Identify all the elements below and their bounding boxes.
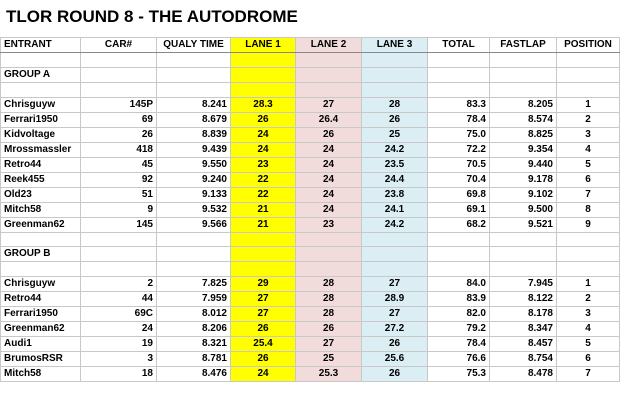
cell-car-number[interactable] xyxy=(81,262,157,277)
cell-qualy-time[interactable] xyxy=(157,247,231,262)
cell-car-number[interactable]: 26 xyxy=(81,127,157,142)
table-row xyxy=(1,187,620,202)
cell-entrant[interactable] xyxy=(1,82,81,97)
cell-car-number[interactable]: 69 xyxy=(81,112,157,127)
cell-car-number[interactable]: 69C xyxy=(81,307,157,322)
cell-lane-2[interactable]: 26 xyxy=(296,322,362,337)
table-row xyxy=(1,97,620,112)
cell-qualy-time[interactable]: 8.241 xyxy=(157,97,231,112)
cell-qualy-time[interactable]: 7.825 xyxy=(157,277,231,292)
cell-lane-2[interactable]: 25 xyxy=(296,352,362,367)
cell-lane-2[interactable] xyxy=(296,262,362,277)
table-row xyxy=(1,202,620,217)
cell-position[interactable]: 1 xyxy=(557,277,620,292)
cell-lane-1[interactable]: 22 xyxy=(231,172,296,187)
cell-position[interactable]: 3 xyxy=(557,127,620,142)
cell-entrant[interactable]: Old23 xyxy=(1,187,81,202)
cell-car-number[interactable]: 44 xyxy=(81,292,157,307)
cell-position[interactable]: 8 xyxy=(557,202,620,217)
sheet-title: TLOR ROUND 8 - THE AUTODROME xyxy=(6,7,298,26)
cell-lane-3[interactable] xyxy=(362,262,428,277)
cell-fastlap[interactable]: 9.521 xyxy=(490,217,557,232)
results-table xyxy=(0,37,620,382)
cell-total[interactable]: 75.0 xyxy=(428,127,490,142)
cell-lane-3[interactable]: 28.9 xyxy=(362,292,428,307)
cell-lane-1[interactable]: 23 xyxy=(231,157,296,172)
cell-lane-2[interactable]: 26 xyxy=(296,127,362,142)
cell-fastlap[interactable]: 8.122 xyxy=(490,292,557,307)
cell-qualy-time[interactable]: 8.012 xyxy=(157,307,231,322)
cell-qualy-time[interactable]: 7.959 xyxy=(157,292,231,307)
cell-lane-2[interactable]: 28 xyxy=(296,292,362,307)
cell-qualy-time[interactable]: 9.550 xyxy=(157,157,231,172)
cell-lane-2[interactable]: 28 xyxy=(296,307,362,322)
cell-total[interactable]: 76.6 xyxy=(428,352,490,367)
cell-lane-1[interactable]: 24 xyxy=(231,142,296,157)
cell-lane-1[interactable]: 26 xyxy=(231,322,296,337)
cell-lane-3[interactable]: 27 xyxy=(362,307,428,322)
table-row xyxy=(1,292,620,307)
cell-car-number[interactable]: CAR# xyxy=(81,38,157,53)
cell-entrant[interactable]: Reek455 xyxy=(1,172,81,187)
cell-qualy-time[interactable]: 9.532 xyxy=(157,202,231,217)
cell-qualy-time[interactable]: QUALY TIME xyxy=(157,38,231,53)
cell-total[interactable]: 72.2 xyxy=(428,142,490,157)
cell-position[interactable]: 7 xyxy=(557,187,620,202)
cell-fastlap[interactable]: 8.574 xyxy=(490,112,557,127)
cell-total[interactable]: 69.1 xyxy=(428,202,490,217)
group-label-row xyxy=(1,67,620,82)
cell-fastlap[interactable]: 7.945 xyxy=(490,277,557,292)
cell-entrant[interactable]: Chrisguyw xyxy=(1,277,81,292)
cell-total[interactable]: 78.4 xyxy=(428,337,490,352)
cell-position[interactable]: 4 xyxy=(557,142,620,157)
cell-car-number[interactable]: 3 xyxy=(81,352,157,367)
cell-lane-3[interactable]: 28 xyxy=(362,97,428,112)
cell-entrant[interactable]: Retro44 xyxy=(1,157,81,172)
table-row xyxy=(1,157,620,172)
cell-car-number[interactable]: 9 xyxy=(81,202,157,217)
cell-car-number[interactable] xyxy=(81,53,157,68)
table-row xyxy=(1,367,620,382)
cell-lane-2[interactable] xyxy=(296,232,362,247)
cell-lane-1[interactable]: 24 xyxy=(231,127,296,142)
cell-total[interactable] xyxy=(428,232,490,247)
cell-fastlap[interactable] xyxy=(490,247,557,262)
cell-position[interactable]: 5 xyxy=(557,157,620,172)
cell-fastlap[interactable]: 8.457 xyxy=(490,337,557,352)
table-row xyxy=(1,142,620,157)
cell-lane-2[interactable]: 27 xyxy=(296,97,362,112)
cell-lane-3[interactable]: 24.4 xyxy=(362,172,428,187)
cell-fastlap[interactable] xyxy=(490,53,557,68)
table-row xyxy=(1,277,620,292)
cell-lane-3[interactable]: 26 xyxy=(362,112,428,127)
cell-car-number[interactable]: 45 xyxy=(81,157,157,172)
cell-fastlap[interactable]: 8.347 xyxy=(490,322,557,337)
cell-entrant[interactable]: Greenman62 xyxy=(1,217,81,232)
cell-lane-3[interactable]: 25 xyxy=(362,127,428,142)
cell-position[interactable]: POSITION xyxy=(557,38,620,53)
cell-lane-1[interactable]: 26 xyxy=(231,352,296,367)
cell-total[interactable]: 83.9 xyxy=(428,292,490,307)
cell-position[interactable] xyxy=(557,67,620,82)
blank-row xyxy=(1,53,620,68)
cell-fastlap[interactable]: 8.825 xyxy=(490,127,557,142)
cell-lane-3[interactable]: 26 xyxy=(362,337,428,352)
cell-fastlap[interactable]: 8.205 xyxy=(490,97,557,112)
cell-entrant[interactable]: Ferrari1950 xyxy=(1,112,81,127)
cell-qualy-time[interactable] xyxy=(157,53,231,68)
cell-lane-3[interactable]: 23.5 xyxy=(362,157,428,172)
cell-qualy-time[interactable]: 8.476 xyxy=(157,367,231,382)
cell-entrant[interactable]: Mrossmassler xyxy=(1,142,81,157)
cell-qualy-time[interactable]: 8.206 xyxy=(157,322,231,337)
cell-car-number[interactable]: 418 xyxy=(81,142,157,157)
cell-total[interactable]: 84.0 xyxy=(428,277,490,292)
cell-fastlap[interactable]: 9.354 xyxy=(490,142,557,157)
cell-lane-1[interactable] xyxy=(231,262,296,277)
cell-lane-3[interactable]: 23.8 xyxy=(362,187,428,202)
cell-qualy-time[interactable] xyxy=(157,262,231,277)
spreadsheet-grid xyxy=(0,37,620,382)
cell-fastlap[interactable]: 9.500 xyxy=(490,202,557,217)
cell-total[interactable] xyxy=(428,67,490,82)
cell-car-number[interactable] xyxy=(81,232,157,247)
cell-lane-3[interactable]: LANE 3 xyxy=(362,38,428,53)
cell-entrant[interactable] xyxy=(1,232,81,247)
blank-row xyxy=(1,82,620,97)
cell-lane-3[interactable] xyxy=(362,67,428,82)
cell-lane-2[interactable]: 24 xyxy=(296,172,362,187)
cell-entrant[interactable]: Retro44 xyxy=(1,292,81,307)
cell-car-number[interactable]: 145 xyxy=(81,217,157,232)
cell-lane-1[interactable] xyxy=(231,82,296,97)
cell-total[interactable] xyxy=(428,247,490,262)
cell-total[interactable]: 68.2 xyxy=(428,217,490,232)
cell-total[interactable]: 69.8 xyxy=(428,187,490,202)
cell-lane-1[interactable] xyxy=(231,247,296,262)
cell-lane-3[interactable]: 26 xyxy=(362,367,428,382)
cell-qualy-time[interactable]: 8.321 xyxy=(157,337,231,352)
cell-lane-1[interactable]: 27 xyxy=(231,307,296,322)
cell-position[interactable] xyxy=(557,82,620,97)
group-label-row xyxy=(1,247,620,262)
cell-lane-1[interactable]: 25.4 xyxy=(231,337,296,352)
cell-fastlap[interactable] xyxy=(490,232,557,247)
cell-lane-1[interactable] xyxy=(231,53,296,68)
cell-lane-1[interactable]: 21 xyxy=(231,217,296,232)
cell-lane-3[interactable]: 24.2 xyxy=(362,142,428,157)
cell-entrant[interactable]: Kidvoltage xyxy=(1,127,81,142)
cell-total[interactable]: 83.3 xyxy=(428,97,490,112)
cell-position[interactable]: 7 xyxy=(557,367,620,382)
cell-total[interactable] xyxy=(428,262,490,277)
cell-qualy-time[interactable]: 8.781 xyxy=(157,352,231,367)
cell-lane-3[interactable]: 27.2 xyxy=(362,322,428,337)
cell-lane-3[interactable] xyxy=(362,53,428,68)
cell-total[interactable]: 79.2 xyxy=(428,322,490,337)
cell-position[interactable]: 2 xyxy=(557,112,620,127)
cell-qualy-time[interactable]: 8.679 xyxy=(157,112,231,127)
cell-entrant[interactable]: Audi1 xyxy=(1,337,81,352)
cell-fastlap[interactable]: FASTLAP xyxy=(490,38,557,53)
blank-row xyxy=(1,232,620,247)
cell-lane-1[interactable] xyxy=(231,232,296,247)
cell-entrant[interactable] xyxy=(1,53,81,68)
cell-entrant[interactable]: Mitch58 xyxy=(1,202,81,217)
cell-lane-1[interactable]: 26 xyxy=(231,112,296,127)
cell-lane-2[interactable]: 24 xyxy=(296,157,362,172)
cell-position[interactable]: 1 xyxy=(557,97,620,112)
cell-position[interactable]: 3 xyxy=(557,307,620,322)
cell-lane-1[interactable]: 22 xyxy=(231,187,296,202)
cell-fastlap[interactable] xyxy=(490,262,557,277)
cell-car-number[interactable]: 145P xyxy=(81,97,157,112)
cell-lane-2[interactable] xyxy=(296,53,362,68)
cell-lane-2[interactable]: LANE 2 xyxy=(296,38,362,53)
cell-car-number[interactable]: 19 xyxy=(81,337,157,352)
cell-lane-1[interactable]: 28.3 xyxy=(231,97,296,112)
blank-row xyxy=(1,262,620,277)
cell-qualy-time[interactable]: 9.439 xyxy=(157,142,231,157)
cell-car-number[interactable]: 92 xyxy=(81,172,157,187)
cell-car-number[interactable]: 51 xyxy=(81,187,157,202)
cell-entrant[interactable]: Greenman62 xyxy=(1,322,81,337)
cell-lane-1[interactable]: 21 xyxy=(231,202,296,217)
cell-qualy-time[interactable] xyxy=(157,67,231,82)
cell-lane-1[interactable]: 24 xyxy=(231,367,296,382)
cell-position[interactable] xyxy=(557,232,620,247)
cell-fastlap[interactable]: 9.440 xyxy=(490,157,557,172)
cell-lane-2[interactable] xyxy=(296,82,362,97)
cell-total[interactable] xyxy=(428,53,490,68)
table-row xyxy=(1,127,620,142)
cell-entrant[interactable]: Mitch58 xyxy=(1,367,81,382)
header-row xyxy=(1,38,620,53)
table-row xyxy=(1,322,620,337)
cell-lane-2[interactable] xyxy=(296,247,362,262)
cell-position[interactable]: 5 xyxy=(557,337,620,352)
cell-fastlap[interactable] xyxy=(490,82,557,97)
cell-qualy-time[interactable] xyxy=(157,232,231,247)
cell-fastlap[interactable]: 8.178 xyxy=(490,307,557,322)
table-row xyxy=(1,307,620,322)
table-row xyxy=(1,352,620,367)
header-entrant[interactable]: ENTRANT xyxy=(1,38,81,53)
cell-lane-3[interactable]: 24.1 xyxy=(362,202,428,217)
cell-total[interactable]: 78.4 xyxy=(428,112,490,127)
cell-lane-3[interactable] xyxy=(362,247,428,262)
cell-entrant[interactable]: Ferrari1950 xyxy=(1,307,81,322)
cell-total[interactable]: 82.0 xyxy=(428,307,490,322)
cell-position[interactable]: 6 xyxy=(557,352,620,367)
cell-fastlap[interactable] xyxy=(490,67,557,82)
cell-lane-1[interactable]: LANE 1 xyxy=(231,38,296,53)
cell-lane-1[interactable] xyxy=(231,67,296,82)
cell-qualy-time[interactable]: 9.240 xyxy=(157,172,231,187)
cell-lane-2[interactable]: 24 xyxy=(296,142,362,157)
cell-lane-2[interactable]: 24 xyxy=(296,202,362,217)
cell-qualy-time[interactable]: 9.566 xyxy=(157,217,231,232)
cell-lane-1[interactable]: 27 xyxy=(231,292,296,307)
cell-fastlap[interactable]: 9.178 xyxy=(490,172,557,187)
cell-total[interactable]: TOTAL xyxy=(428,38,490,53)
cell-total[interactable]: 70.4 xyxy=(428,172,490,187)
cell-entrant[interactable]: Chrisguyw xyxy=(1,97,81,112)
cell-car-number[interactable]: 18 xyxy=(81,367,157,382)
cell-car-number[interactable]: 24 xyxy=(81,322,157,337)
cell-position[interactable] xyxy=(557,53,620,68)
cell-position[interactable]: 6 xyxy=(557,172,620,187)
table-row xyxy=(1,172,620,187)
cell-lane-3[interactable] xyxy=(362,82,428,97)
cell-position[interactable] xyxy=(557,247,620,262)
cell-fastlap[interactable]: 9.102 xyxy=(490,187,557,202)
table-row xyxy=(1,337,620,352)
cell-car-number[interactable] xyxy=(81,247,157,262)
group-label[interactable]: GROUP B xyxy=(1,247,81,262)
table-row xyxy=(1,217,620,232)
cell-fastlap[interactable]: 8.478 xyxy=(490,367,557,382)
cell-position[interactable]: 2 xyxy=(557,292,620,307)
group-label[interactable]: GROUP A xyxy=(1,67,81,82)
cell-car-number[interactable]: 2 xyxy=(81,277,157,292)
cell-lane-2[interactable]: 27 xyxy=(296,337,362,352)
cell-lane-3[interactable]: 27 xyxy=(362,277,428,292)
table-row xyxy=(1,112,620,127)
cell-lane-2[interactable]: 23 xyxy=(296,217,362,232)
cell-lane-2[interactable]: 25.3 xyxy=(296,367,362,382)
cell-total[interactable]: 70.5 xyxy=(428,157,490,172)
cell-qualy-time[interactable]: 8.839 xyxy=(157,127,231,142)
cell-lane-3[interactable] xyxy=(362,232,428,247)
cell-total[interactable] xyxy=(428,82,490,97)
cell-lane-1[interactable]: 29 xyxy=(231,277,296,292)
cell-lane-2[interactable]: 24 xyxy=(296,187,362,202)
cell-position[interactable] xyxy=(557,262,620,277)
cell-position[interactable]: 9 xyxy=(557,217,620,232)
cell-total[interactable]: 75.3 xyxy=(428,367,490,382)
cell-entrant[interactable]: BrumosRSR xyxy=(1,352,81,367)
cell-qualy-time[interactable]: 9.133 xyxy=(157,187,231,202)
cell-lane-3[interactable]: 25.6 xyxy=(362,352,428,367)
cell-qualy-time[interactable] xyxy=(157,82,231,97)
cell-car-number[interactable] xyxy=(81,82,157,97)
cell-lane-3[interactable]: 24.2 xyxy=(362,217,428,232)
cell-fastlap[interactable]: 8.754 xyxy=(490,352,557,367)
cell-lane-2[interactable]: 28 xyxy=(296,277,362,292)
cell-entrant[interactable] xyxy=(1,262,81,277)
cell-car-number[interactable] xyxy=(81,67,157,82)
cell-position[interactable]: 4 xyxy=(557,322,620,337)
cell-lane-2[interactable] xyxy=(296,67,362,82)
cell-lane-2[interactable]: 26.4 xyxy=(296,112,362,127)
